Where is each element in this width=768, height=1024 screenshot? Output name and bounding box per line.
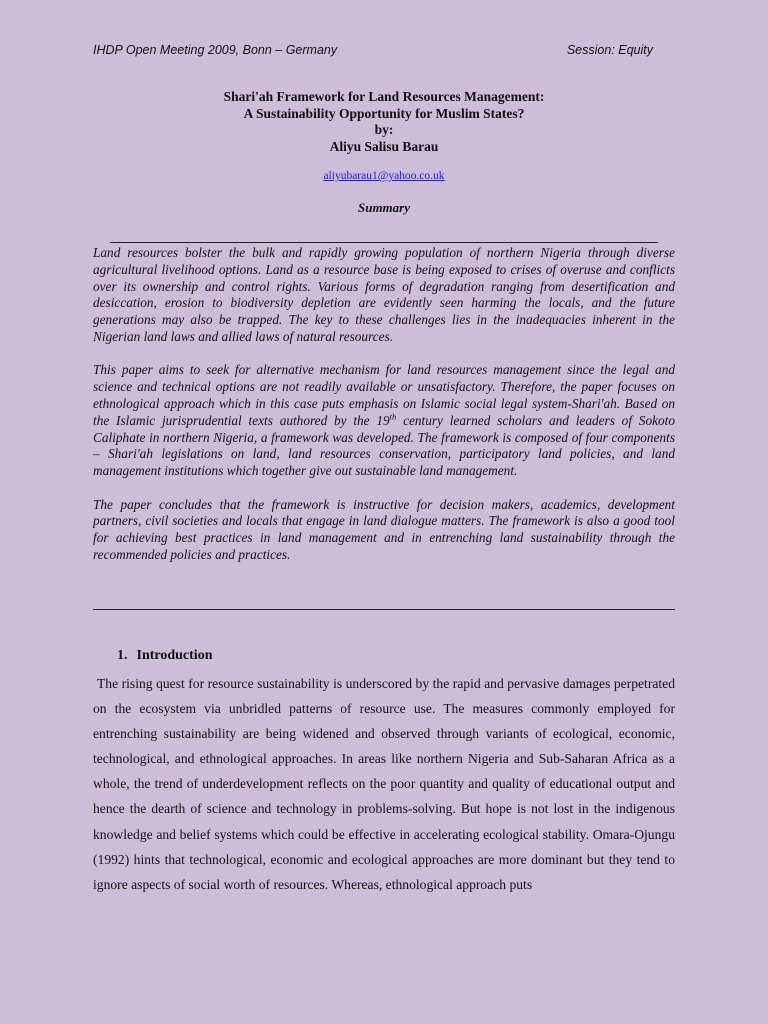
summary-bottom-rule: [93, 609, 675, 610]
author-name: Aliyu Salisu Barau: [329, 138, 439, 154]
author-email-row: [93, 170, 675, 182]
running-header: [93, 43, 653, 57]
section-title: Introduction: [136, 648, 213, 663]
summary-paragraph-2-part-2: century learned scholars and leaders of Sokoto Caliphate in northern Nigeria, a framework was developed. The framework is composed of four components – Shari'ah legislations on land, land resources conservation, participatory land policies, and land management institutions which together give out sustainable land management.: [93, 412, 675, 479]
introduction-paragraph: The rising quest for resource sustainability is underscored by the rapid and pervasive damages perpetrated on the ecosystem via unbridled patterns of resource use. The measures commonly employed for entrenching sustainability are being widened and observed through variants of ecological, economic, technological, and ethnological approaches. In areas like northern Nigeria and Sub-Saharan Africa as a whole, the trend of underdevelopment reflects on the poor quantity and quality of educational output and hence the dearth of science and technology in problems-solving. But hope is not lost in the indigenous knowledge and belief systems which could be effective in accelerating ecological stability. Omara-Ojungu (1992) hints that technological, economic and ecological approaches are more dominant but they tend to ignore aspects of social worth of resources. Whereas, ethnological approach puts: [93, 676, 675, 892]
section-number: 1.: [117, 648, 128, 663]
paper-title-line-1: Shari'ah Framework for Land Resources Management:: [223, 89, 545, 104]
summary-heading: Summary: [357, 200, 410, 215]
summary-top-rule: [110, 242, 658, 243]
header-session: Session: Equity: [566, 43, 653, 57]
summary-paragraph-1: Land resources bolster the bulk and rapidly growing population of northern Nigeria through diverse agricultural livelihood options. Land as a resource base is being exposed to crises of overuse and conflicts over its ownership and control rights. Various forms of degradation ranging from desertification and desiccation, erosion to biodiversity depletion are evidently seen harming the locals, and the future generations may also be trapped. The key to these challenges lies in the inadequacies inherent in the Nigerian land laws and allied laws of natural resources.: [93, 245, 675, 344]
author-email-link[interactable]: aliyubarau1@yahoo.co.uk: [323, 170, 445, 182]
paper-title-line-2: A Sustainability Opportunity for Muslim States?: [243, 105, 525, 121]
summary-abstract: [93, 245, 675, 564]
summary-paragraph-2-part-1: This paper aims to seek for alternative mechanism for land resources management since the legal and science and technical options are not readily available or unsatisfactory. Therefore, the paper focuses on ethnological approach which in this case puts emphasis on Islamic social legal system-Shari'ah. Based on the Islamic jurisprudential texts authored by the 19: [93, 362, 675, 428]
introduction-heading: [117, 648, 212, 664]
header-conference: IHDP Open Meeting 2009, Bonn – Germany: [93, 43, 338, 57]
paper-title-block: [93, 89, 675, 155]
summary-paragraph-3: The paper concludes that the framework is instructive for decision makers, academics, development partners, civil societies and locals that engage in land dialogue matters. The framework is also a good tool for achieving best practices in land management and in entrenching land sustainability through the recommended policies and practices.: [93, 496, 675, 562]
summary-paragraph-2: [93, 362, 675, 480]
byline-label: by:: [374, 122, 394, 137]
ordinal-superscript: th: [389, 411, 397, 422]
